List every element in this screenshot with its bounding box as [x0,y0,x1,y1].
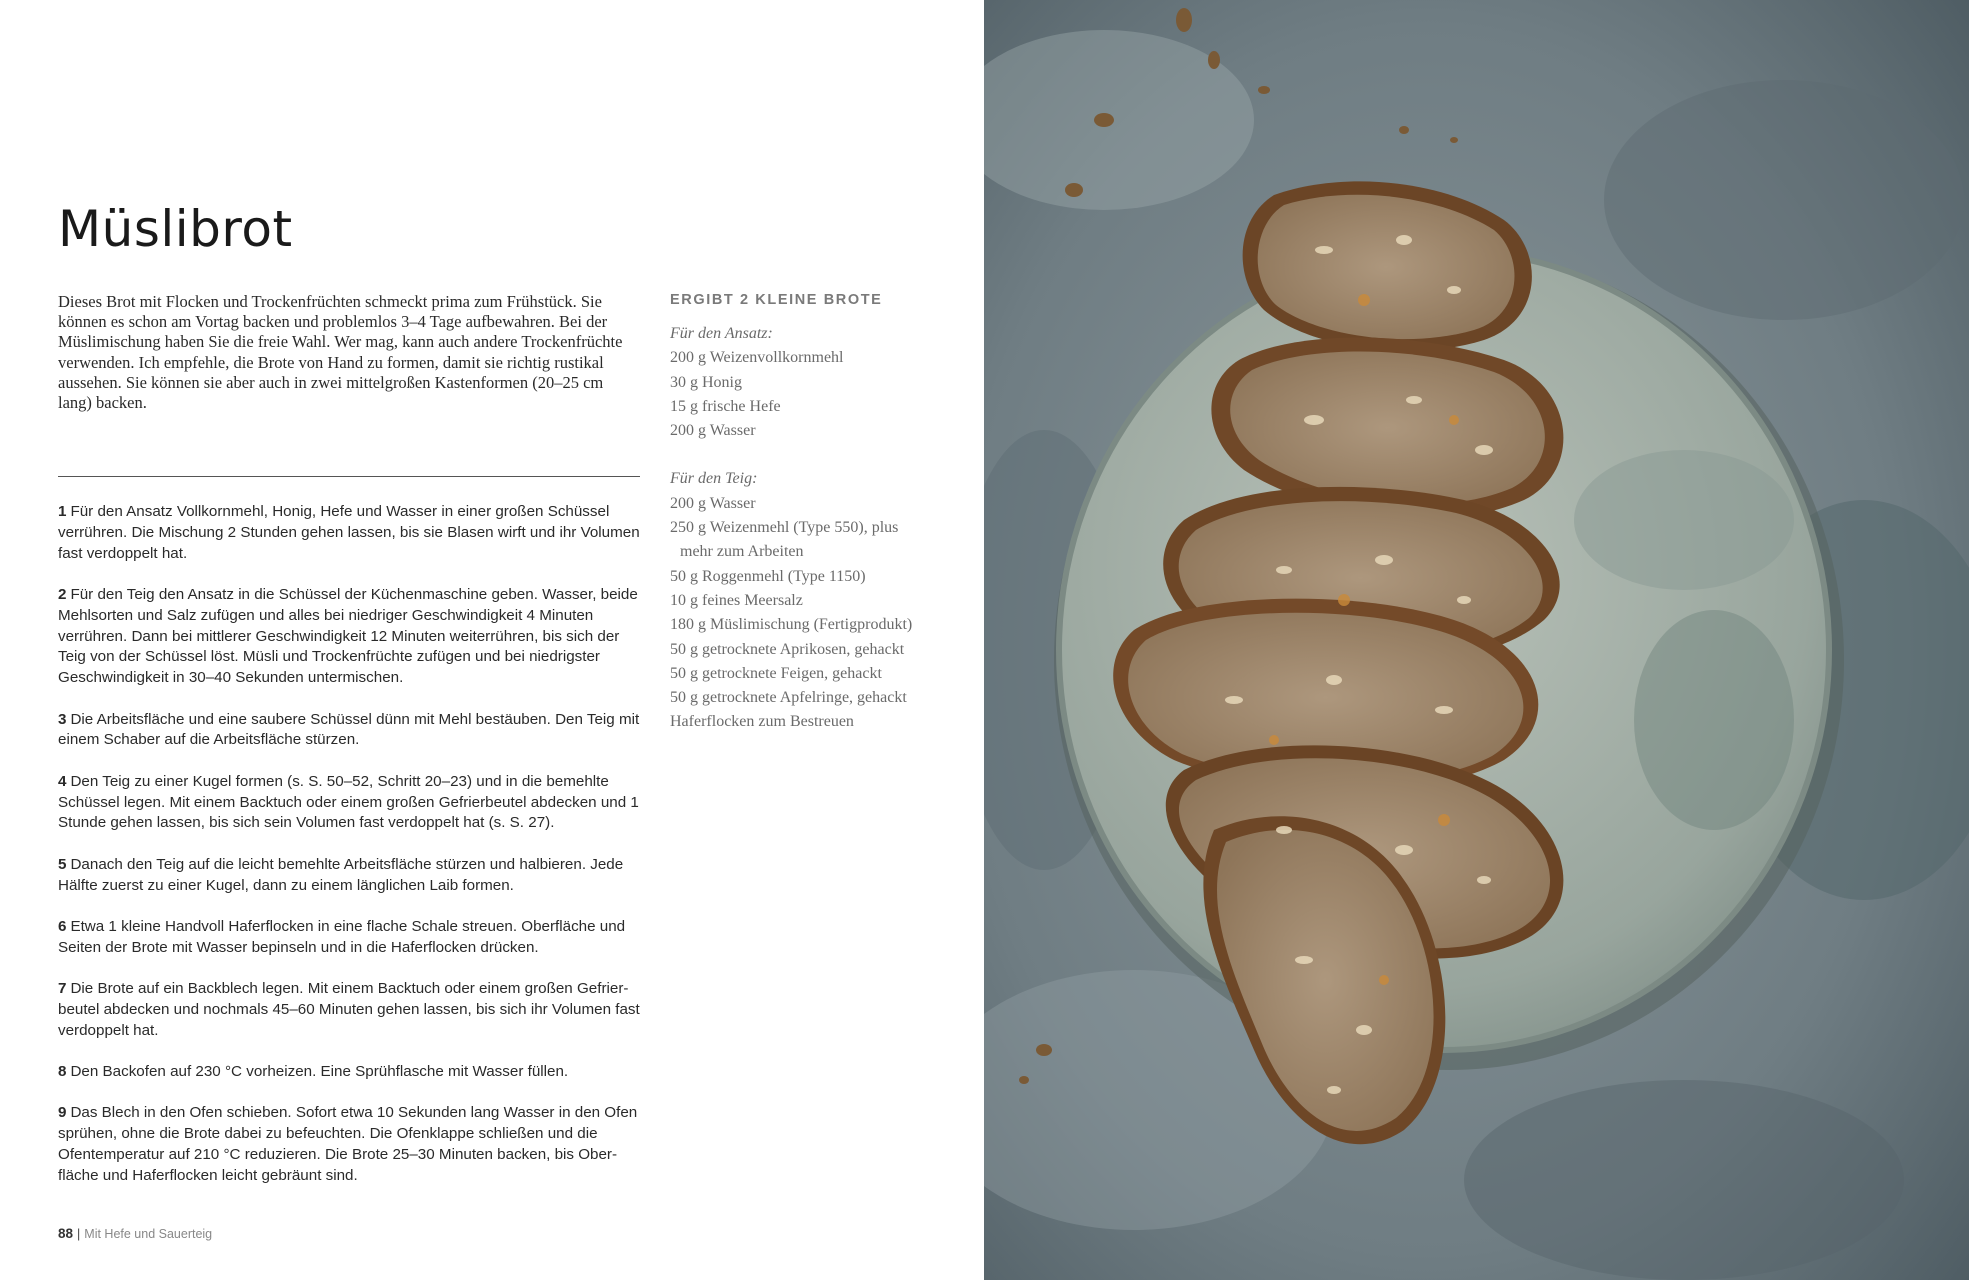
step-number: 2 [58,585,67,603]
ingredient-item: 200 g Wasser [670,422,756,440]
ingredient-item: Haferflocken zum Bestreuen [670,713,854,731]
step-text: Für den Ansatz Vollkornmehl, Honig, Hefe und Wasser in einer großen Schüssel verrühren. Die Mischung 2 Stunden gehen lassen, bis sie Blasen wirft und ihr Volumen fast verdoppelt hat. [58,503,640,562]
footer-separator: | [77,1227,81,1241]
step-text: Die Arbeitsfläche und eine saubere Schüssel dünn mit Mehl bestäuben. Den Teig mit einem Schaber auf die Arbeitsfläche stürzen. [58,710,640,749]
ingredient-list [670,492,920,735]
ingredient-item: 50 g getrocknete Feigen, gehackt [670,664,882,682]
recipe-page [0,0,984,1280]
step-number: 5 [58,855,67,873]
ingredients-column [670,292,920,735]
page-title: Müslibrot [58,200,293,258]
page-footer [58,1226,212,1241]
step-number: 7 [58,980,67,998]
page-number: 88 [58,1226,74,1241]
step-text: Für den Teig den Ansatz in die Schüssel der Küchenmaschine geben. Wasser, beide Mehlsorten und Salz zufügen und alles bei niedriger Geschwindigkeit 4 Minuten verrühren. Dann bei mittlerer Geschwindigkeit 12 Minuten weiterrühren, bis sich der Teig von der Schüssel löst. Müsli und Trockenfrüchte zufügen und bei niedrigster Geschwindigkeit in 30–40 Sekunden untermischen. [58,585,638,687]
ingredient-item: 250 g Weizenmehl (Type 550), plus mehr zum Arbeiten [670,519,899,561]
ingredient-list [670,346,920,443]
ingredient-group-label: Für den Ansatz: [670,325,773,342]
step-text: Das Blech in den Ofen schieben. Sofort etwa 10 Sekunden lang Wasser in den Ofen sprühen, ohne die Brote dabei zu befeuchten. Die Ofenklappe schließen und die Ofentemperatur auf 210 °C reduzieren. Die Brote 25–30 Minuten backen, bis Oberfläche und Haferflocken leicht gebräunt sind. [58,1104,638,1184]
step-item [58,772,644,834]
step-item [58,1103,644,1186]
ingredient-item: 50 g getrocknete Apfelringe, gehackt [670,689,907,707]
ingredient-item: 30 g Honig [670,373,742,391]
bread-photo-illustration [984,0,1969,1280]
ingredient-item: 15 g frische Hefe [670,397,781,415]
step-item [58,855,644,897]
step-item [58,585,644,689]
step-item [58,1062,644,1083]
step-number: 4 [58,772,67,790]
ingredient-item: 200 g Weizenvollkornmehl [670,349,844,367]
ingredient-item: 200 g Wasser [670,494,756,512]
yield-heading: ERGIBT 2 KLEINE BROTE [670,292,883,308]
step-number: 6 [58,917,67,935]
step-number: 1 [58,503,67,520]
step-item [58,710,644,752]
step-text: Den Teig zu einer Kugel formen (s. S. 50–52, Schritt 20–23) und in die bemehlte Schüssel legen. Mit einem Backtuch oder einem großen Gefrierbeutel abdecken und 1 Stunde gehen lassen, bis sich sein Volumen fast verdoppelt hat (s. S. 27). [58,772,639,832]
ingredient-item: 50 g Roggenmehl (Type 1150) [670,567,866,585]
step-number: 8 [58,1063,67,1081]
section-name: Mit Hefe und Sauerteig [84,1227,213,1241]
steps-list [58,502,644,1207]
ingredient-item: 10 g feines Meersalz [670,591,803,609]
step-item [58,979,644,1041]
ingredient-item: 50 g getrocknete Aprikosen, gehackt [670,640,905,658]
ingredient-item: 180 g Müslimischung (Fertigprodukt) [670,616,913,634]
step-text: Die Brote auf ein Backblech legen. Mit einem Backtuch oder einem großen Gefrierbeutel abdecken und nochmals 45–60 Minuten gehen lassen, bis sich ihr Volumen fast verdoppelt hat. [58,980,640,1039]
divider [58,476,640,477]
step-text: Den Backofen auf 230 °C vorheizen. Eine Sprühflasche mit Wasser füllen. [70,1063,569,1081]
step-item [58,917,644,959]
bread-photo [984,0,1969,1280]
step-item [58,502,644,564]
ingredient-group-label: Für den Teig: [670,470,758,488]
intro-paragraph: Dieses Brot mit Flocken und Trockenfrüchten schmeckt prima zum Frühstück. Sie können es schon am Vortag backen und problemlos 3–4 Tage aufbewahren. Bei der Müslimischung haben Sie die freie Wahl. Wer mag, kann auch andere Trockenfrüchte verwenden. Ich empfehle, die Brote von Hand zu formen, damit sie richtig rustikal aussehen. Sie können sie aber auch in zwei mittelgroßen Kastenformen (20–25 cm lang) backen. [58,292,623,413]
step-text: Danach den Teig auf die leicht bemehlte Arbeitsfläche stürzen und halbieren. Jede Hälfte zuerst zu einer Kugel, dann zu einem länglichen Laib formen. [58,855,624,894]
step-text: Etwa 1 kleine Handvoll Haferflocken in eine flache Schale streuen. Oberfläche und Seiten der Brote mit Wasser bepinseln und in die Haferflocken drücken. [58,917,626,956]
step-number: 3 [58,710,67,728]
step-number: 9 [58,1104,67,1122]
